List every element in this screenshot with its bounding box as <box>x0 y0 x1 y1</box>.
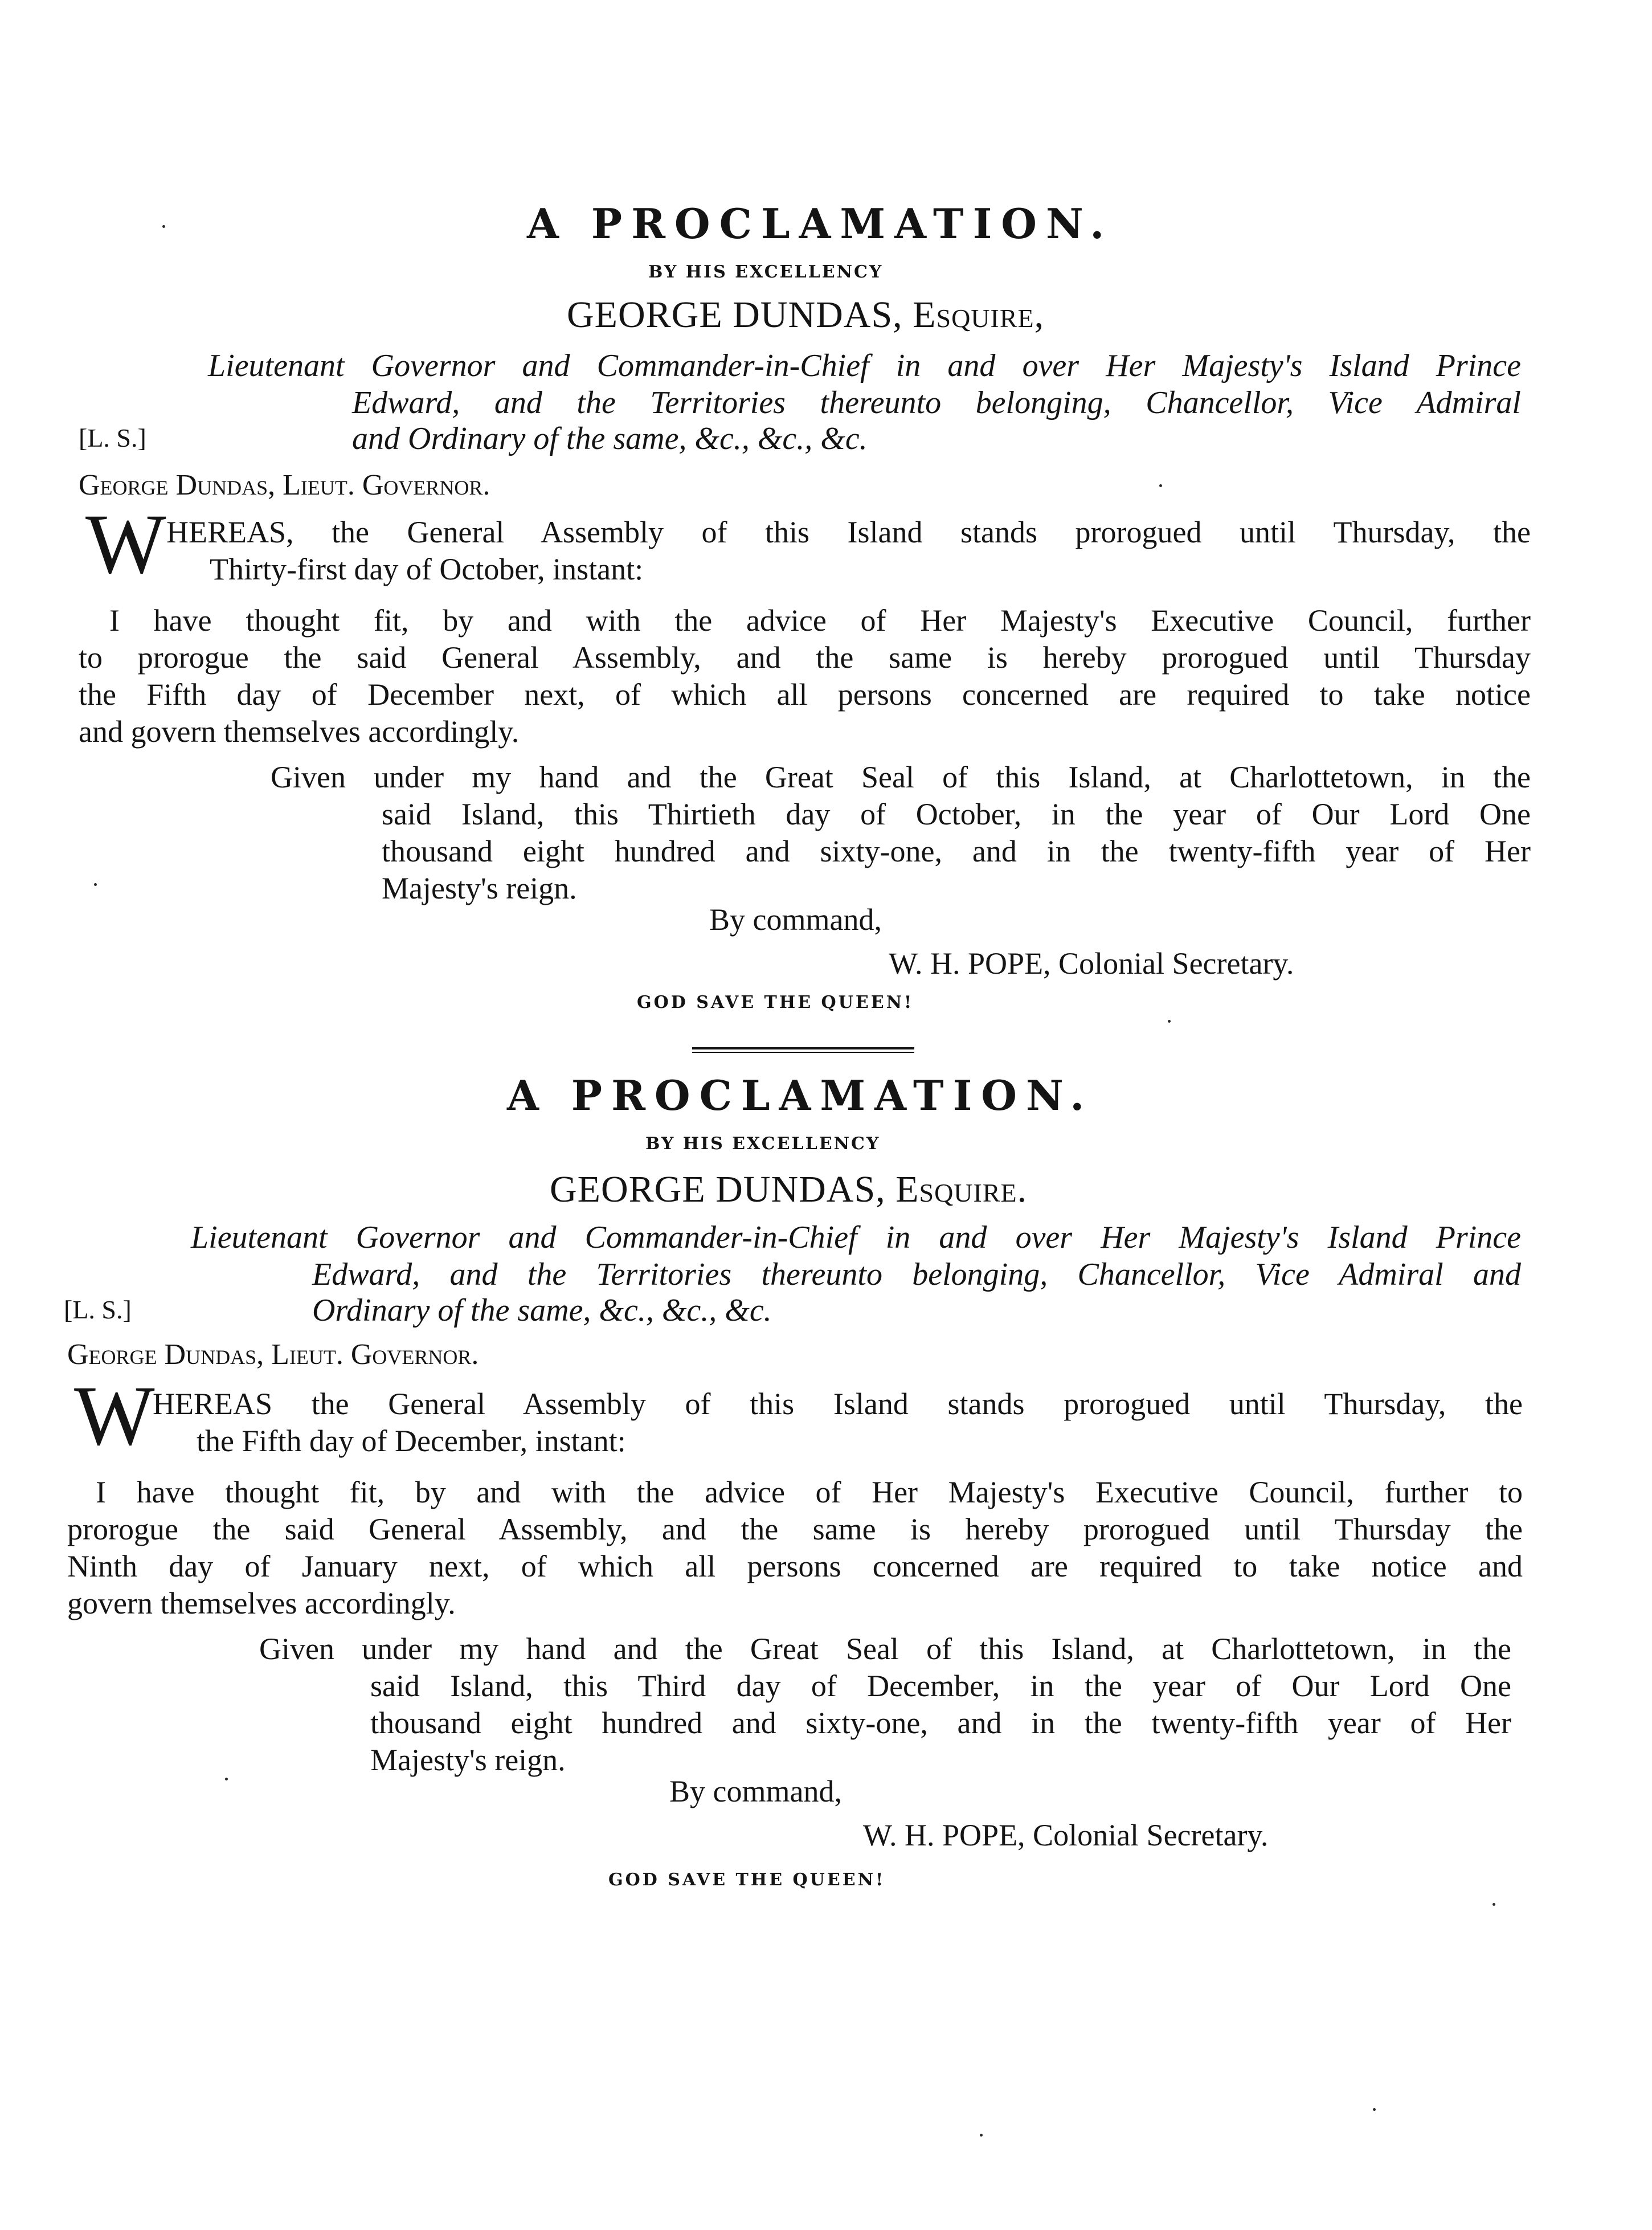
print-speck <box>225 1778 228 1780</box>
colonial-secretary: W. H. POPE, Colonial Secretary. <box>863 1818 1269 1852</box>
style-line-3: Ordinary of the same, &c., &c., &c. <box>312 1293 772 1328</box>
given-line-1: Given under my hand and the Great Seal of this Island, at Charlottetown, in the <box>271 760 1531 794</box>
given-line-2: said Island, this Third day of December, in the year of Our Lord One <box>370 1669 1511 1703</box>
body-line-3: the Fifth day of December next, of which all persons concerned are required to take notice <box>79 677 1531 712</box>
seal-mark: [L. S.] <box>64 1295 132 1324</box>
body-line-3: Ninth day of January next, of which all persons concerned are required to take notice and <box>67 1549 1523 1583</box>
by-his-excellency: BY HIS EXCELLENCY <box>645 1134 881 1154</box>
whereas-line-1: HEREAS, the General Assembly of this Island stands prorogued until Thursday, the <box>166 515 1531 549</box>
style-line-1: Lieutenant Governor and Commander-in-Chief in and over Her Majesty's Island Prince <box>191 1220 1521 1255</box>
section-divider-thin <box>692 1052 914 1053</box>
print-speck <box>94 883 97 886</box>
body-line-2: to prorogue the said General Assembly, and the same is hereby prorogued until Thursday <box>79 640 1531 675</box>
print-speck <box>1492 1903 1495 1906</box>
whereas-line-2: Thirty-first day of October, instant: <box>210 552 644 586</box>
governor-signature: George Dundas, Lieut. Governor. <box>79 469 490 501</box>
governor-name <box>567 293 1044 337</box>
governor-name <box>550 1168 1027 1211</box>
governor-honorific: Esquire. <box>895 1169 1028 1210</box>
governor-name-text: GEORGE DUNDAS, <box>567 294 903 336</box>
proclamation-title: A PROCLAMATION. <box>507 1071 1094 1120</box>
whereas-line-2: the Fifth day of December, instant: <box>197 1424 626 1458</box>
body-line-1: I have thought fit, by and with the advice of Her Majesty's Executive Council, further <box>109 603 1531 638</box>
body-line-1: I have thought fit, by and with the advice of Her Majesty's Executive Council, further to <box>96 1475 1523 1509</box>
print-speck <box>162 225 165 228</box>
given-line-4: Majesty's reign. <box>382 871 577 905</box>
drop-cap-w: W <box>74 1369 155 1463</box>
by-his-excellency: BY HIS EXCELLENCY <box>648 262 884 282</box>
print-speck <box>1168 1020 1171 1023</box>
drop-cap-w: W <box>85 497 166 591</box>
print-speck <box>1373 2108 1376 2111</box>
governor-signature: George Dundas, Lieut. Governor. <box>67 1338 479 1371</box>
by-command: By command, <box>709 902 882 937</box>
body-line-4: and govern themselves accordingly. <box>79 714 520 749</box>
god-save-the-queen: GOD SAVE THE QUEEN! <box>637 993 914 1012</box>
whereas-line-1: HEREAS the General Assembly of this Island stands prorogued until Thursday, the <box>153 1387 1523 1421</box>
god-save-the-queen: GOD SAVE THE QUEEN! <box>608 1870 886 1890</box>
given-line-1: Given under my hand and the Great Seal of this Island, at Charlottetown, in the <box>259 1632 1511 1666</box>
style-line-2: Edward, and the Territories thereunto belonging, Chancellor, Vice Admiral and <box>312 1257 1521 1292</box>
section-divider-thick <box>692 1047 914 1049</box>
print-speck <box>980 2134 983 2137</box>
colonial-secretary: W. H. POPE, Colonial Secretary. <box>889 946 1294 981</box>
body-line-4: govern themselves accordingly. <box>67 1586 456 1620</box>
given-line-2: said Island, this Thirtieth day of October, in the year of Our Lord One <box>382 797 1531 831</box>
style-line-3: and Ordinary of the same, &c., &c., &c. <box>352 421 868 456</box>
governor-honorific: Esquire, <box>913 294 1045 336</box>
body-line-2: prorogue the said General Assembly, and the same is hereby prorogued until Thursday the <box>67 1512 1523 1546</box>
given-line-3: thousand eight hundred and sixty-one, and in the twenty-fifth year of Her <box>370 1706 1511 1740</box>
seal-mark: [L. S.] <box>79 423 146 452</box>
given-line-3: thousand eight hundred and sixty-one, and in the twenty-fifth year of Her <box>382 834 1531 868</box>
style-line-2: Edward, and the Territories thereunto belonging, Chancellor, Vice Admiral <box>352 385 1521 420</box>
given-line-4: Majesty's reign. <box>370 1743 566 1777</box>
proclamation-title: A PROCLAMATION. <box>527 199 1114 248</box>
print-speck <box>1159 484 1162 487</box>
governor-name-text: GEORGE DUNDAS, <box>550 1169 886 1210</box>
style-line-1: Lieutenant Governor and Commander-in-Chief in and over Her Majesty's Island Prince <box>208 348 1521 383</box>
by-command: By command, <box>669 1774 842 1808</box>
